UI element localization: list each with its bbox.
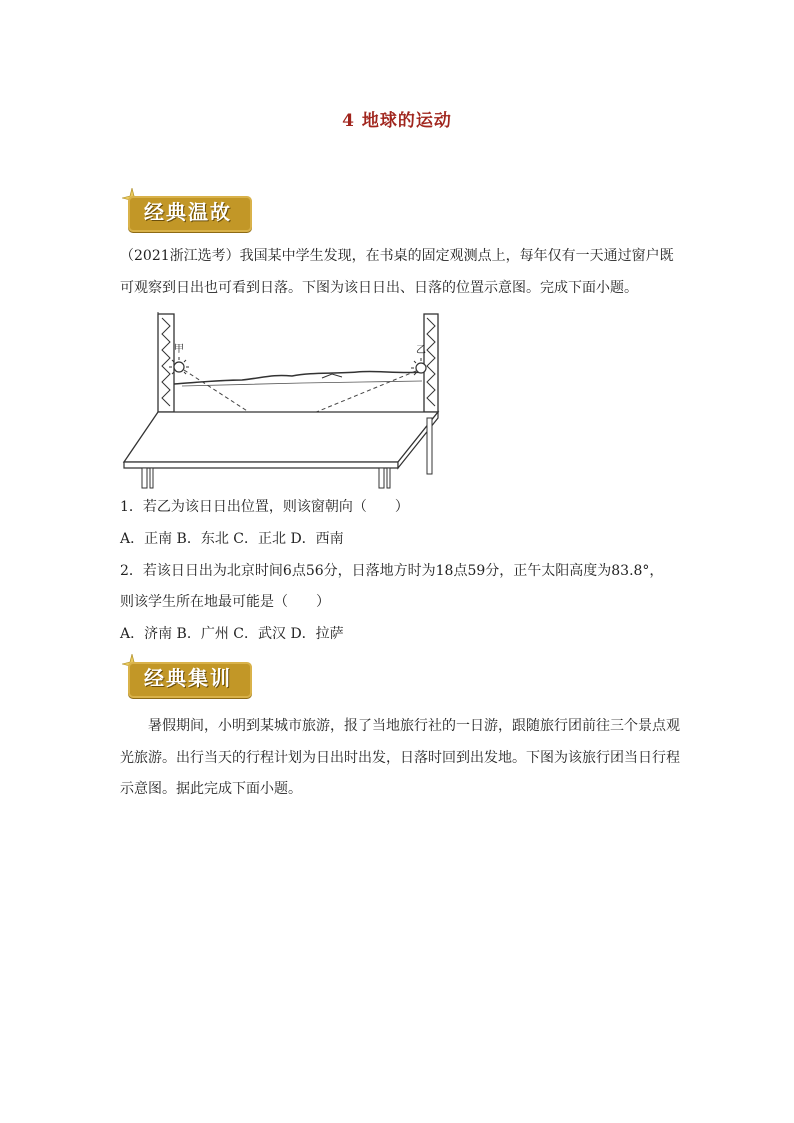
intro-line-1: （2021浙江选考）我国某中学生发现，在书桌的固定观测点上，每年仅有一天通过窗户既	[120, 248, 674, 264]
desk	[124, 412, 438, 488]
passage-line-2: 光旅游。出行当天的行程计划为日出时出发，日落时回到出发地。下图为该旅行团当日行程	[120, 750, 680, 766]
sunrise-sunset-diagram	[122, 312, 442, 490]
window-frame-right	[424, 314, 438, 412]
question-1-stem: 1．若乙为该日日出位置，则该窗朝向（ ）	[120, 499, 409, 515]
page-title: 4 地球的运动	[342, 111, 452, 131]
label-jia: 甲	[174, 344, 184, 355]
section-badge-practice	[122, 654, 252, 698]
intro-line-2: 可观察到日出也可看到日落。下图为该日日出、日落的位置示意图。完成下面小题。	[120, 280, 638, 296]
passage-line-3: 示意图。据此完成下面小题。	[120, 781, 302, 797]
label-yi: 乙	[416, 345, 426, 356]
question-1-options: A．正南 B．东北 C．正北 D．西南	[120, 531, 344, 547]
passage-line-1: 暑假期间，小明到某城市旅游，报了当地旅行社的一日游，跟随旅行团前往三个景点观	[148, 718, 680, 734]
window-frame-left	[158, 312, 174, 412]
badge-label: 经典温故	[144, 200, 232, 224]
question-2-stem: 2．若该日日出为北京时间6点56分，日落地方时为18点59分，正午太阳高度为83.8°，	[120, 563, 664, 579]
question-2-stem-continued: 则该学生所在地最可能是（ ）	[120, 594, 330, 610]
horizon-landscape	[174, 371, 424, 384]
badge-label: 经典集训	[144, 666, 232, 690]
question-2-options: A．济南 B．广州 C．武汉 D．拉萨	[120, 626, 344, 642]
section-badge-review	[122, 188, 252, 232]
